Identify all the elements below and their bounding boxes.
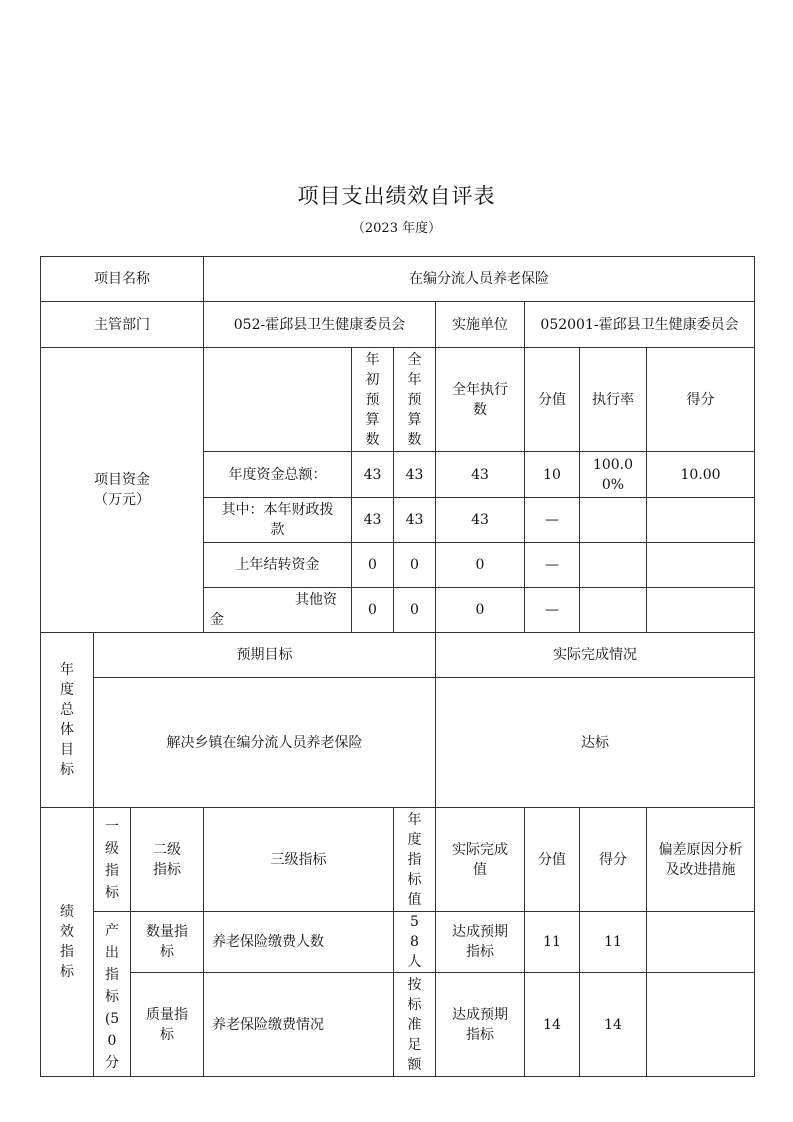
goals-label: 年度总体目标: [41, 633, 94, 808]
header-level1: 一级指标: [94, 808, 131, 912]
funds-header-row: [41, 348, 755, 452]
goals-content-row: [41, 678, 755, 808]
self-evaluation-table: [40, 256, 755, 1077]
goals-header-row: [41, 633, 755, 678]
indicators-header-row: [41, 808, 755, 912]
level1-output: 产出指标(50分: [94, 912, 131, 1077]
indicator-target: 58人: [394, 912, 436, 973]
document-title: 项目支出绩效自评表: [297, 184, 496, 208]
fund-row-executed: 0: [436, 588, 525, 633]
fund-row-rate: [580, 588, 647, 633]
fund-row-initial: 43: [352, 498, 394, 543]
implementing-unit-value: 052001-霍邱县卫生健康委员会: [525, 302, 755, 348]
indicator-deviation: [647, 912, 755, 973]
funds-label-line2: （万元）: [94, 492, 150, 508]
indicator-actual: 达成预期指标: [436, 973, 525, 1077]
indicator-row-quantity: [41, 912, 755, 973]
fund-row-score-value: 10: [525, 452, 580, 498]
fund-row-name: 其中：本年财政拨款: [204, 498, 352, 543]
fund-row-executed: 43: [436, 452, 525, 498]
header-level3: 三级指标: [204, 808, 394, 912]
expected-goal-text: 解决乡镇在编分流人员养老保险: [94, 678, 436, 808]
indicator-level2: 数量指标: [131, 912, 204, 973]
indicator-level3: 养老保险缴费情况: [204, 973, 394, 1077]
indicator-row-quality: [41, 973, 755, 1077]
header-level2: 二级指标: [131, 808, 204, 912]
project-name-row: [41, 257, 755, 302]
department-label: 主管部门: [41, 302, 204, 348]
indicator-score: 11: [580, 912, 647, 973]
fund-row-score-value: —: [525, 588, 580, 633]
fund-row-rate: 100.00%: [580, 452, 647, 498]
fund-row-initial: 0: [352, 588, 394, 633]
fund-row-score: [647, 498, 755, 543]
header-score-value: 分值: [525, 808, 580, 912]
fund-row-annual: 43: [394, 498, 436, 543]
project-name-value: 在编分流人员养老保险: [204, 257, 755, 302]
indicator-score: 14: [580, 973, 647, 1077]
header-actual: 实际完成值: [436, 808, 525, 912]
fund-row-name-part1: 其他资: [295, 592, 337, 608]
fund-row-annual: 0: [394, 543, 436, 588]
header-target: 年度指标值: [394, 808, 436, 912]
header-score: 得分: [647, 348, 755, 452]
project-name-label: 项目名称: [41, 257, 204, 302]
funds-label: [41, 348, 204, 633]
fund-row-name: [204, 588, 352, 633]
header-initial-budget: 年初预算数: [352, 348, 394, 452]
fund-row-score: [647, 543, 755, 588]
header-annual-executed: 全年执行数: [436, 348, 525, 452]
fund-row-initial: 0: [352, 543, 394, 588]
indicator-score-value: 14: [525, 973, 580, 1077]
indicator-score-value: 11: [525, 912, 580, 973]
expected-goal-header: 预期目标: [94, 633, 436, 678]
fund-row-score-value: —: [525, 543, 580, 588]
fund-row-score: 10.00: [647, 452, 755, 498]
fund-row-name: 年度资金总额：: [204, 452, 352, 498]
fund-row-executed: 43: [436, 498, 525, 543]
funds-label-line1: 项目资金: [94, 472, 150, 488]
fund-row-name-part2: 金: [210, 612, 224, 628]
actual-completion-text: 达标: [436, 678, 755, 808]
header-deviation: 偏差原因分析及改进措施: [647, 808, 755, 912]
department-value: 052-霍邱县卫生健康委员会: [204, 302, 436, 348]
indicator-level2: 质量指标: [131, 973, 204, 1077]
indicator-level3: 养老保险缴费人数: [204, 912, 394, 973]
header-score: 得分: [580, 808, 647, 912]
header-score-value: 分值: [525, 348, 580, 452]
fund-row-annual: 43: [394, 452, 436, 498]
header-execution-rate: 执行率: [580, 348, 647, 452]
indicator-deviation: [647, 973, 755, 1077]
fund-row-annual: 0: [394, 588, 436, 633]
indicators-label: 绩效指标: [41, 808, 94, 1077]
indicator-target: 按标准足额: [394, 973, 436, 1077]
funds-header-blank: [204, 348, 352, 452]
fund-row-executed: 0: [436, 543, 525, 588]
document-year: （2023 年度）: [351, 221, 442, 236]
fund-row-score-value: —: [525, 498, 580, 543]
implementing-unit-label: 实施单位: [436, 302, 525, 348]
fund-row-name: 上年结转资金: [204, 543, 352, 588]
indicator-actual: 达成预期指标: [436, 912, 525, 973]
fund-row-rate: [580, 543, 647, 588]
department-row: [41, 302, 755, 348]
actual-completion-header: 实际完成情况: [436, 633, 755, 678]
fund-row-initial: 43: [352, 452, 394, 498]
header-annual-budget: 全年预算数: [394, 348, 436, 452]
fund-row-score: [647, 588, 755, 633]
fund-row-rate: [580, 498, 647, 543]
